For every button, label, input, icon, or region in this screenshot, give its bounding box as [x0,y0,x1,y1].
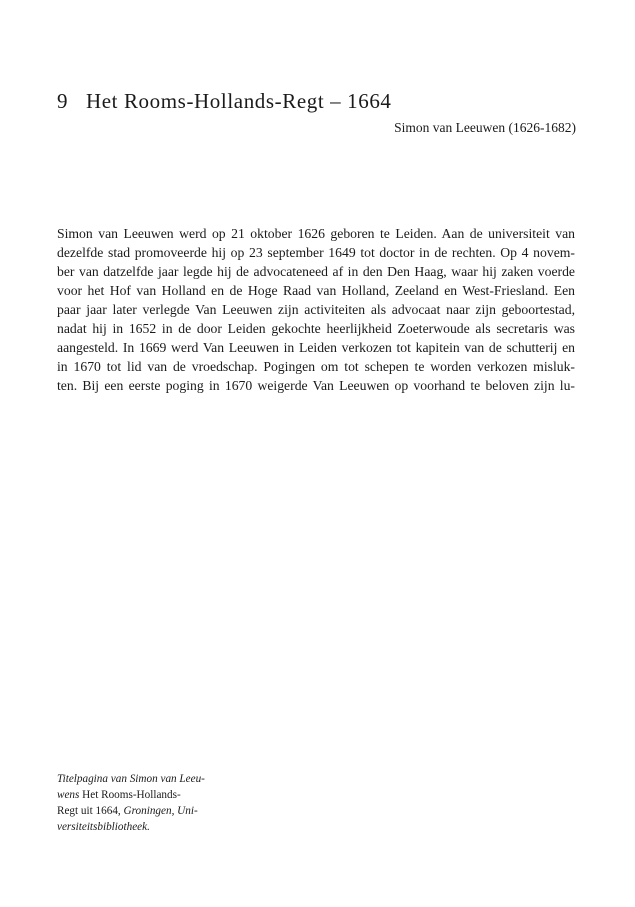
body-line: nadat hij in 1652 in de door Leiden gekochte heerlijkheid Zoeterwoude als secretaris was [57,321,575,336]
caption-italic-text: Groningen, Uni- [123,805,198,817]
chapter-title: Het Rooms-Hollands-Regt – 1664 [85,89,392,113]
chapter-number: 9 [57,89,69,113]
caption-line: versiteitsbibliotheek. [57,821,150,833]
body-paragraph [57,224,575,395]
body-line: aangesteld. In 1669 werd Van Leeuwen in Leiden verkozen tot kapitein van de schutterij en [57,340,575,355]
body-line: ten. Bij een eerste poging in 1670 weigerde Van Leeuwen op voorhand te beloven zijn lu- [57,378,575,393]
caption-line [57,803,222,819]
chapter-heading [57,88,577,114]
body-line: paar jaar later verlegde Van Leeuwen zijn activiteiten als advocaat naar zijn geboortestad, [57,302,575,317]
body-line: in 1670 tot lid van de vroedschap. Pogingen om tot schepen te worden verkozen misluk- [57,359,575,374]
body-line: ber van datzelfde jaar legde hij de advocateneed af in den Den Haag, waar hij zaken voerde [57,264,575,279]
caption-roman-text: Het Rooms-Hollands- [79,789,181,801]
caption-line [57,787,222,803]
caption-line: Titelpagina van Simon van Leeu- [57,773,205,785]
body-line: Simon van Leeuwen werd op 21 oktober 1626 geboren te Leiden. Aan de universiteit van [57,226,575,241]
caption-roman-text: Regt uit 1664, [57,805,124,817]
body-line: dezelfde stad promoveerde hij op 23 september 1649 tot doctor in de rechten. Op 4 novem- [57,245,575,260]
chapter-author: Simon van Leeuwen (1626-1682) [394,120,576,135]
figure-caption [57,771,222,835]
body-line: voor het Hof van Holland en de Hoge Raad van Holland, Zeeland en West-Friesland. Een [57,283,575,298]
caption-italic-text: wens [57,789,80,801]
